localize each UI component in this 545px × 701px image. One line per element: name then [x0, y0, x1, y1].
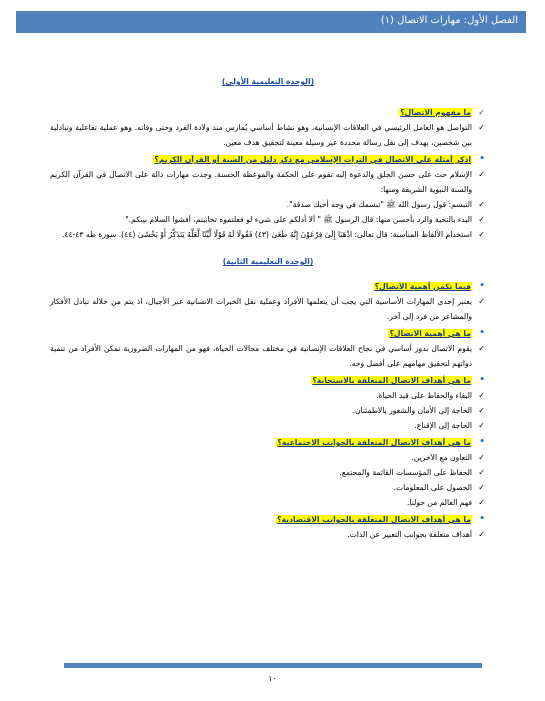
list-item: ✓ فهم العالم من حولنا.	[50, 495, 486, 510]
list-item: ✓ الحفاظ على المؤسسات القائمة والمجتمع.	[50, 465, 486, 480]
answer-importance: ✓ يقوم الاتصال بدور أساسي في نجاح العلاقات الإنسانية في مختلف مجالات الحياة، فهو من المهارات الضرورية تمكن الأفراد من تنمية ذواتهم لتحقيق مهامهم على أفضل وجه.	[50, 341, 486, 371]
answer-islamic-intro: ✓ الإسلام حث على حسن الخلق والدعوة إليه تقوم على الحكمة والموعظة الحسنة. وجدت مهارات دالة على الاتصال في القرآن الكريم والسنة النبوية الشريفة ومنها:	[50, 167, 486, 197]
question-importance: • ما هي أهمية الاتصال؟	[50, 326, 486, 341]
unit1-title: (الوحدة التعليمية الأولى)	[221, 77, 315, 86]
question-concept: ✓ ما مفهوم الاتصال؟	[50, 105, 486, 120]
question-response-goals: • ما هي أهداف الاتصال المتعلقة بالاستجابة؟	[50, 373, 486, 388]
list-item: ✓ الحصول على المعلومات.	[50, 480, 486, 495]
answer-smile: ✓ التبسم: قول رسول الله ﷺ "تبسمك في وجه أخيك صدقة".	[50, 197, 486, 212]
question-economic-goals: • ما هي أهداف الاتصال المتعلقة بالجوانب الاقتصادية؟	[50, 512, 486, 527]
list-item: ✓ الحاجة إلى الأمان والشعور بالاطمئنان.	[50, 403, 486, 418]
answer-greeting: ✓ البدء بالتحية والرد بأحسن منها: قال الرسول ﷺ " ألا أدلكم على شيء لو فعلتموه تحاببتم، أفشوا السلام بينكم."	[50, 212, 486, 227]
question-importance-lies: • فيما تكمن أهمية الاتصال؟	[50, 279, 486, 294]
chapter-header-bar	[16, 11, 526, 33]
question-social-goals: • ما هي أهداف الاتصال المتعلقة بالجوانب الاجتماعية؟	[50, 435, 486, 450]
page-number: ١٠	[268, 674, 277, 683]
question-islamic-examples: • اذكر أمثلة على الاتصال في التراث الإسلامي مع ذكر دليل من السنة أو القرآن الكريم؟	[50, 152, 486, 167]
answer-words: ✓ استخدام الألفاظ المناسبة: قال تعالى: اذْهَبَا إِلَىٰ فِرْعَوْنَ إِنَّهُ طَغَىٰ (٤٣) فَقُولَا لَهُ قَوْلًا لَّيِّنًا لَّعَلَّهُ يَتَذَكَّرُ أَوْ يَخْشَىٰ (٤٤). سورة طه ٤٣-٤٤.	[50, 227, 486, 242]
answer-concept: ✓ التواصل هو العامل الرئيسي في العلاقات الإنسانية، وهو نشاط أساسي يُمارس منذ ولادة الفرد وحتى وفاته. وهو عملية تفاعلية وتبادلية بين شخصين، يهدف إلى نقل رسالة محددة عبر وسيلة معينة لتحقيق هدف معين.	[50, 120, 486, 150]
footer-bar	[64, 663, 482, 668]
answer-importance-lies: ✓ يعتبر إحدى المهارات الأساسية التي يجب أن يتعلمها الأفراد وعملية نقل الخبرات الانسانية عبر الأجيال، اذ يتم من خلاله تبادل الأفكار والمشاعر من فرد إلى آخر.	[50, 294, 486, 324]
list-item: ✓ البقاء والحفاظ على قيد الحياة.	[50, 388, 486, 403]
list-item: ✓ أهداف متعلقة بجوانب التعبير عن الذات.	[50, 527, 486, 542]
list-item: ✓ الحاجة إلى الإقناع.	[50, 418, 486, 433]
chapter-title: الفصل الأول: مهارات الاتصال (١)	[380, 15, 518, 26]
page-content	[50, 70, 486, 542]
unit2-title: (الوحدة التعليمية الثانية)	[222, 257, 314, 266]
list-item: ✓ التعاون مع الآخرين.	[50, 450, 486, 465]
